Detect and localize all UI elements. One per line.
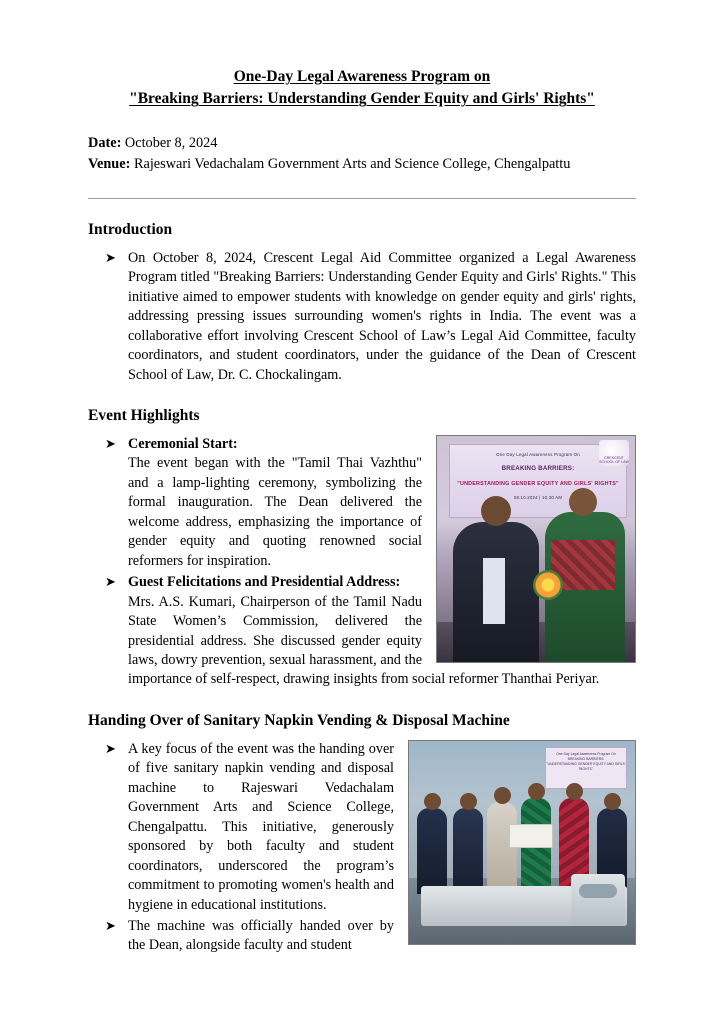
introduction-bullet-list — [88, 249, 636, 385]
section-heading-event-highlights: Event Highlights — [88, 406, 200, 424]
arrow-bullet-icon: ➤ — [105, 249, 116, 265]
arrow-bullet-icon: ➤ — [105, 740, 116, 756]
section-heading-handing-over: Handing Over of Sanitary Napkin Vending & Disposal Machine — [88, 711, 510, 729]
section-heading-introduction: Introduction — [88, 220, 173, 238]
list-item — [88, 573, 636, 690]
photo-1-banner-line-1: One Day Legal Awareness Program On — [496, 451, 580, 457]
list-item — [88, 740, 636, 915]
meta-venue-label: Venue: — [88, 156, 131, 173]
photo-1-banner-line-4: 08.10.2024 | 10.30 AM — [513, 495, 563, 500]
photo-2-banner-line-1: One Day Legal Awareness Program On — [556, 751, 616, 756]
highlight-2-text: Mrs. A.S. Kumari, Chairperson of the Tamil Nadu State Women’s Commission, delivered the presidential address. She discussed gender equity laws, dowry prevention, sexual harassment, and the importance of self-respect, drawing insights from social reformer Thanthai Periyar. — [128, 593, 600, 688]
meta-venue-row — [88, 154, 636, 175]
page-title-line-2: "Breaking Barriers: Understanding Gender Equity and Girls' Rights" — [129, 90, 595, 108]
horizontal-divider — [88, 198, 636, 199]
meta-date-label: Date: — [88, 134, 122, 151]
meta-date-row — [88, 133, 636, 154]
page-title-line-1: One-Day Legal Awareness Program on — [233, 68, 491, 85]
highlight-1-title: Ceremonial Start: — [128, 435, 238, 452]
document-meta — [88, 133, 636, 176]
page-title — [88, 66, 636, 111]
list-item — [88, 249, 636, 385]
list-item — [88, 917, 636, 956]
handing-over-list — [88, 740, 636, 956]
photo-1-banner-line-2: BREAKING BARRIERS: — [501, 464, 575, 472]
highlight-2-title: Guest Felicitations and Presidential Address: — [128, 574, 401, 591]
arrow-bullet-icon: ➤ — [105, 574, 116, 590]
meta-date-value: October 8, 2024 — [121, 134, 218, 151]
highlight-1-text: The event began with the "Tamil Thai Vazhthu" and a lamp-lighting ceremony, symbolizing the formal inauguration. The Dean delivered the welcome address, emphasizing the importance of gender equity and quoting renowned social reformers for inspiration. — [128, 455, 422, 569]
photo-2-banner-line-3: "UNDERSTANDING GENDER EQUITY AND GIRLS' RIGHTS" — [546, 762, 626, 772]
introduction-bullet-text: On October 8, 2024, Crescent Legal Aid Committee organized a Legal Awareness Program titled "Breaking Barriers: Understanding Gender Equity and Girls' Rights." This initiative aimed to empower students with knowledge on gender equity and girls' rights, addressing pressing issues surrounding women's rights in India. The event was a collaborative effort involving Crescent School of Law’s Legal Aid Committee, faculty coordinators, and student coordinators, under the guidance of the Dean of Crescent School of Law, Dr. C. Chockalingam. — [128, 249, 636, 383]
arrow-bullet-icon: ➤ — [105, 435, 116, 451]
list-item — [88, 435, 636, 571]
handing-over-bullet-2-text: The machine was officially handed over by the Dean, alongside faculty and student — [128, 917, 394, 954]
event-highlights-list — [88, 435, 636, 690]
photo-2-banner-line-2: BREAKING BARRIERS: — [567, 756, 605, 761]
arrow-bullet-icon: ➤ — [105, 917, 116, 933]
photo-1-banner-line-3: "UNDERSTANDING GENDER EQUITY AND GIRLS' RIGHTS" — [457, 480, 619, 487]
meta-venue-value: Rajeswari Vedachalam Government Arts and Science College, Chengalpattu — [130, 156, 571, 173]
crescent-logo-icon: CRESCENT SCHOOL OF LAW — [599, 440, 629, 466]
handing-over-bullet-1-text: A key focus of the event was the handing over of five sanitary napkin vending and disposal machine to Rajeswari Vedachalam Government Arts and Science College, Chengalpattu. This initiative, generously sponsored by both faculty and student coordinators, underscored the program’s commitment to promoting women's health and hygiene in educational institutions. — [128, 740, 394, 913]
